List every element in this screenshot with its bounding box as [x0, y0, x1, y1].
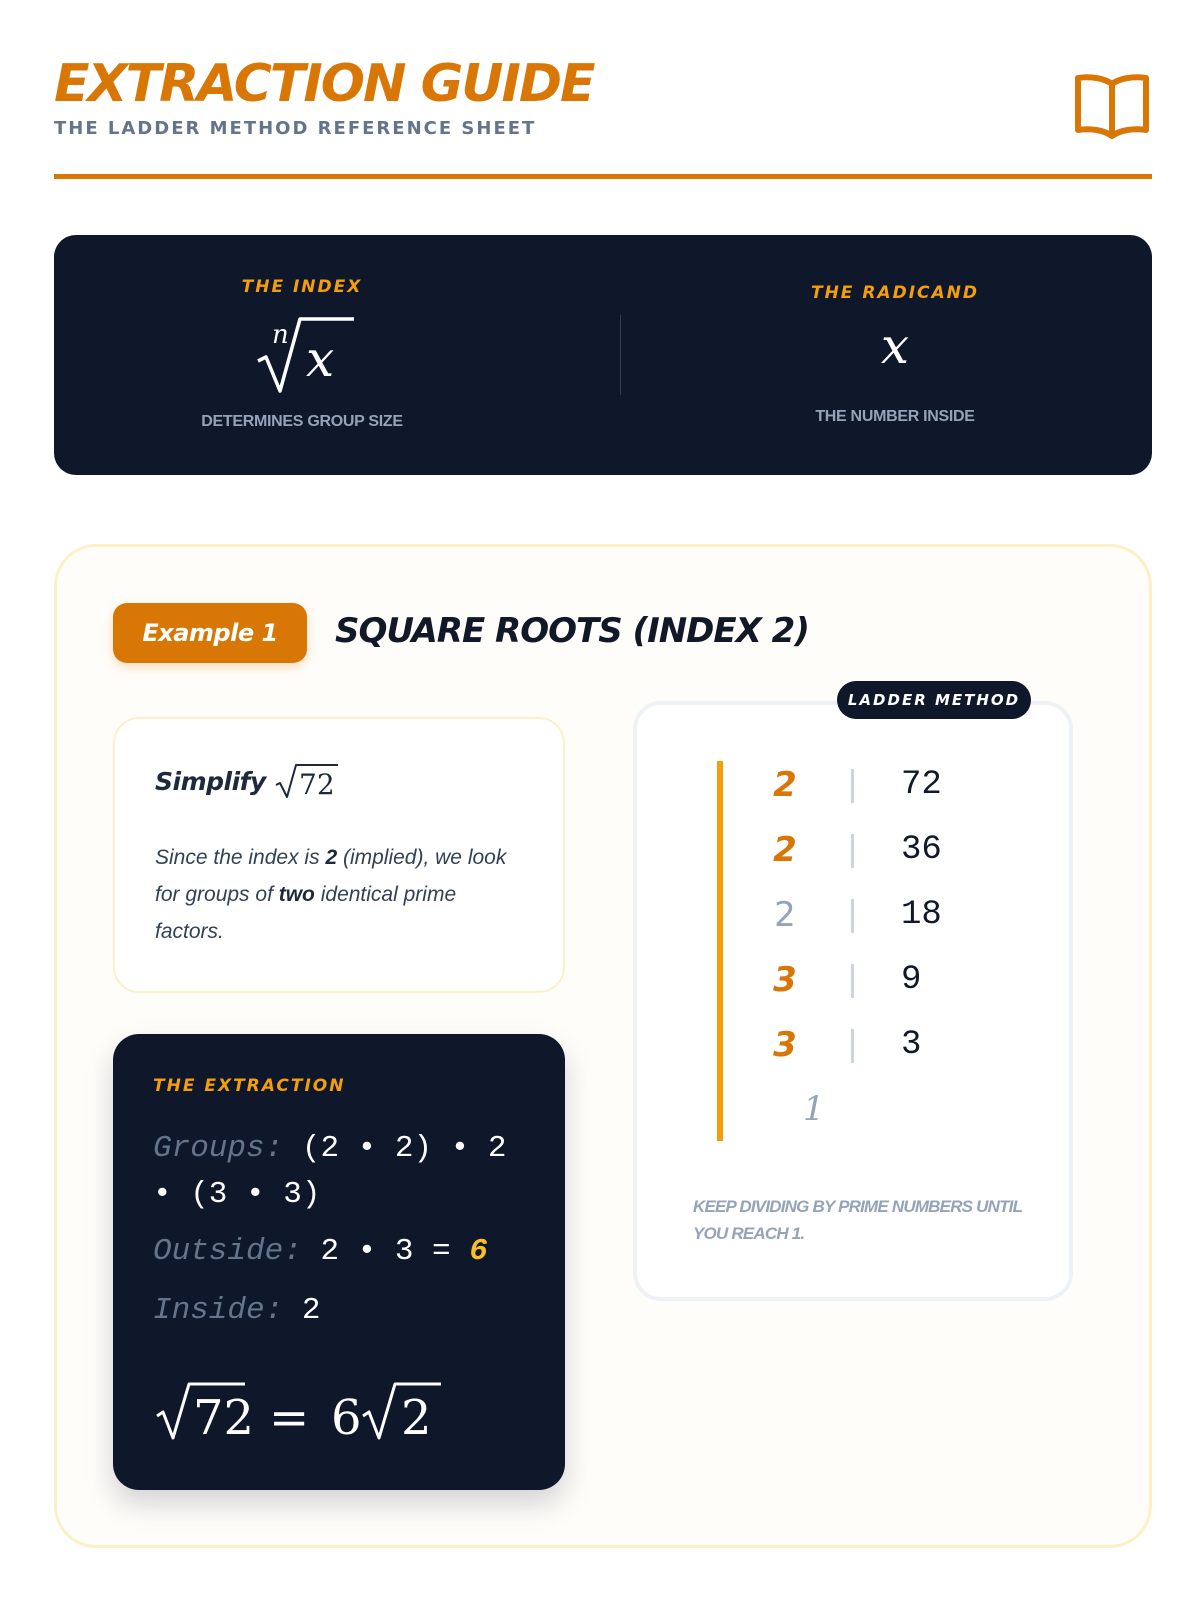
nth-root-formula — [54, 305, 550, 405]
ladder-divisor: 3 — [773, 960, 797, 1000]
book-icon — [1074, 70, 1150, 142]
problem-radical — [274, 761, 340, 801]
problem-title — [155, 761, 340, 801]
ladder-quotient: 9 — [901, 961, 922, 999]
ladder-separator — [851, 834, 854, 868]
root-radicand-symbol: x — [306, 330, 335, 388]
radicand-description: THE NUMBER INSIDE — [815, 408, 975, 425]
ladder-divisor: 2 — [774, 895, 796, 935]
ladder-row — [637, 755, 1077, 815]
extraction-label: THE EXTRACTION — [153, 1076, 346, 1096]
index-label: THE INDEX — [241, 277, 363, 297]
index-description: DETERMINES GROUP SIZE — [201, 413, 403, 430]
anatomy-divider — [620, 315, 621, 395]
extraction-card — [113, 1034, 565, 1490]
ladder-quotient: 18 — [901, 896, 942, 934]
inside-line: Inside: 2 — [153, 1293, 321, 1328]
radicand-formula — [638, 311, 1152, 391]
groups-line: Groups: (2 • 2) • 2 • (3 • 3) — [153, 1131, 507, 1212]
ladder-divisor: 2 — [773, 765, 797, 805]
ladder-divisor: 3 — [773, 1025, 797, 1065]
ladder-separator — [851, 1029, 854, 1063]
final-equals: = — [269, 1390, 310, 1446]
header — [54, 54, 1152, 182]
example-card — [54, 544, 1152, 1548]
example-badge: Example 1 — [113, 603, 307, 663]
ladder-card — [633, 691, 1073, 1301]
index-column — [54, 235, 550, 475]
header-divider — [54, 174, 1152, 179]
ladder-note: KEEP DIVIDING BY PRIME NUMBERS UNTIL YOU REACH 1. — [693, 1197, 1022, 1243]
radicand-label: THE RADICAND — [810, 283, 979, 303]
ladder-row — [637, 1015, 1077, 1075]
ladder-row — [637, 885, 1077, 945]
problem-explanation: Since the index is 2 (implied), we look for groups of two identical prime factors. — [155, 846, 507, 943]
ladder-separator — [851, 899, 854, 933]
problem-title-word: Simplify — [155, 766, 266, 796]
ladder-quotient: 3 — [901, 1026, 922, 1064]
ladder-separator — [851, 769, 854, 803]
radicand-symbol: x — [880, 317, 910, 375]
radical-anatomy-panel — [54, 235, 1152, 475]
ladder-divisor: 2 — [773, 830, 797, 870]
ladder-method-tag: LADDER METHOD — [837, 681, 1031, 719]
problem-card — [113, 717, 565, 993]
page-title: EXTRACTION GUIDE — [54, 54, 594, 114]
ladder-quotient: 36 — [901, 831, 942, 869]
ladder-separator — [851, 964, 854, 998]
final-rhs-radicand: 2 — [401, 1390, 432, 1446]
radicand-column — [638, 235, 1152, 475]
problem-radicand: 72 — [298, 768, 335, 801]
ladder-row — [637, 950, 1077, 1010]
root-index-symbol: n — [272, 320, 289, 350]
final-lhs-radicand: 72 — [193, 1390, 255, 1446]
final-coefficient: 6 — [331, 1390, 362, 1446]
ladder-end-value: 1 — [803, 1089, 825, 1129]
example-heading: SQUARE ROOTS (INDEX 2) — [335, 611, 809, 651]
ladder-row — [637, 820, 1077, 880]
page-subtitle: THE LADDER METHOD REFERENCE SHEET — [54, 118, 537, 139]
final-equation — [153, 1370, 473, 1450]
ladder-quotient: 72 — [901, 766, 942, 804]
outside-line: Outside: 2 • 3 = 6 — [153, 1234, 488, 1269]
